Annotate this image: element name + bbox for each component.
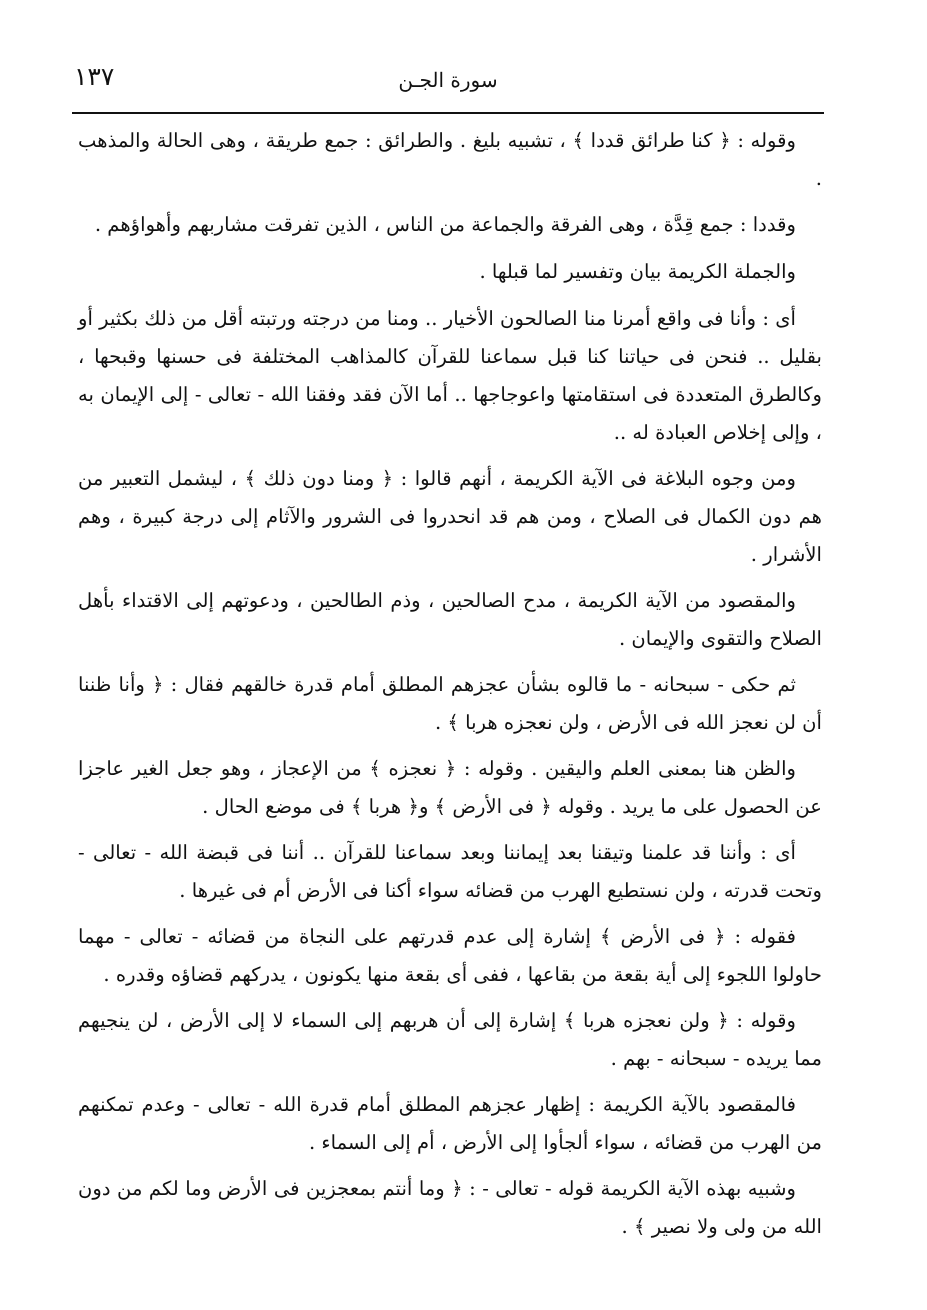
paragraph: أى : وأنا فى واقع أمرنا منا الصالحون الأخيار .. ومنا من درجته ورتبته أقل من ذلك بكثير أو بقليل .. فنحن فى حياتنا كنا قبل سماعنا للقرآن كالمذاهب المختلفة فى حسنها وقبحها ، وكالطرق المتعددة فى استقامتها واعوجاجها .. أما الآن فقد وفقنا الله - تعالى - إلى الإيمان به ، وإلى إخلاص العبادة له ..: [78, 307, 822, 444]
paragraph: ثم حكى - سبحانه - ما قالوه بشأن عجزهم المطلق أمام قدرة خالقهم فقال : ﴿ وأنا ظننا أن لن نعجز الله فى الأرض ، ولن نعجزه هربا ﴾ .: [78, 673, 822, 734]
paragraph: فقوله : ﴿ فى الأرض ﴾ إشارة إلى عدم قدرتهم على النجاة من قضائه - تعالى - مهما حاولوا اللجوء إلى أية بقعة من بقاعها ، ففى أى بقعة منها يكونون ، يدركهم قضاؤه وقدره .: [78, 925, 822, 986]
header-rule: [72, 112, 824, 114]
paragraph: والظن هنا بمعنى العلم واليقين . وقوله : ﴿ نعجزه ﴾ من الإعجاز ، وهو جعل الغير عاجزا عن الحصول على ما يريد . وقوله ﴿ فى الأرض ﴾ و﴿ هربا ﴾ فى موضع الحال .: [78, 757, 822, 818]
paragraph: فالمقصود بالآية الكريمة : إظهار عجزهم المطلق أمام قدرة الله - تعالى - وعدم تمكنهم من الهرب من قضائه ، سواء ألجأوا إلى الأرض ، أم إلى السماء .: [78, 1093, 822, 1154]
paragraph: والمقصود من الآية الكريمة ، مدح الصالحين ، وذم الطالحين ، ودعوتهم إلى الاقتداء بأهل الصلاح والتقوى والإيمان .: [78, 589, 822, 650]
running-title: سورة الجـن: [398, 68, 498, 92]
paragraph: وقوله : ﴿ ولن نعجزه هربا ﴾ إشارة إلى أن هربهم إلى السماء لا إلى الأرض ، لن ينجيهم مما يريده - سبحانه - بهم .: [78, 1009, 822, 1070]
paragraph: وشبيه بهذه الآية الكريمة قوله - تعالى - : ﴿ وما أنتم بمعجزين فى الأرض وما لكم من دون الله من ولى ولا نصير ﴾ .: [78, 1177, 822, 1238]
paragraph: والجملة الكريمة بيان وتفسير لما قبلها .: [479, 260, 796, 283]
paragraph: وقوله : ﴿ كنا طرائق قددا ﴾ ، تشبيه بليغ . والطرائق : جمع طريقة ، وهى الحالة والمذهب .: [78, 129, 822, 190]
page-body: [78, 122, 822, 1254]
page-number: ١٣٧: [74, 62, 115, 91]
paragraph: أى : وأننا قد علمنا وتيقنا بعد إيماننا وبعد سماعنا للقرآن .. أننا فى قبضة الله - تعالى - وتحت قدرته ، ولن نستطيع الهرب من قضائه سواء أكنا فى الأرض أم فى غيرها .: [78, 841, 822, 902]
paragraph: ومن وجوه البلاغة فى الآية الكريمة ، أنهم قالوا : ﴿ ومنا دون ذلك ﴾ ، ليشمل التعبير من هم دون الكمال فى الصلاح ، ومن هم قد انحدروا فى الشرور والآثام إلى درجة كبيرة ، وهم الأشرار .: [78, 467, 822, 566]
paragraph: وقددا : جمع قِدَّة ، وهى الفرقة والجماعة من الناس ، الذين تفرقت مشاربهم وأهواؤهم .: [94, 213, 796, 236]
page-header: [70, 58, 826, 102]
